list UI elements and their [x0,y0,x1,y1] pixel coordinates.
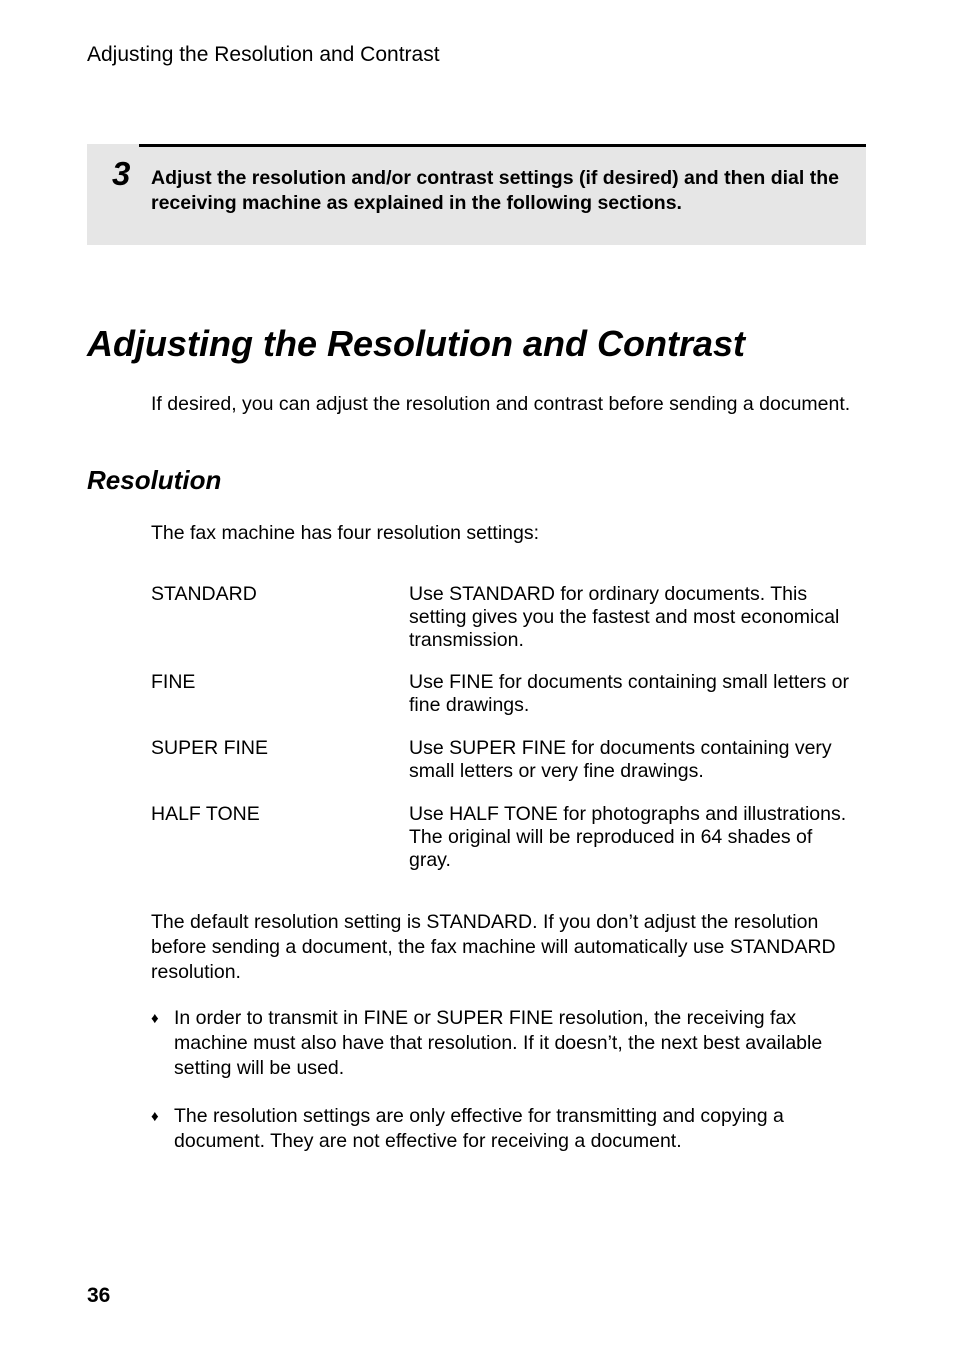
bullet-text: In order to transmit in FINE or SUPER FINE resolution, the receiving fax machine must also have that resolution. If it doesn’t, the next best available setting will be used. [174,1007,823,1079]
list-item [151,1006,851,1081]
page-number: 36 [87,1284,111,1307]
resolution-title: Resolution [87,465,222,495]
section-title: Adjusting the Resolution and Contrast [87,323,745,364]
setting-desc-standard: Use STANDARD for ordinary documents. This setting gives you the fastest and most economical transmission. [409,583,840,651]
step-divider [139,144,866,147]
step-callout [87,144,866,245]
diamond-bullet-icon: ♦ [151,1108,159,1125]
section-intro: If desired, you can adjust the resolution and contrast before sending a document. [151,393,851,415]
setting-name-standard: STANDARD [151,583,257,605]
setting-desc-fine: Use FINE for documents containing small letters or fine drawings. [409,671,850,716]
default-resolution-note: The default resolution setting is STANDARD. If you don’t adjust the resolution before sending a document, the fax machine will automatically use STANDARD resolution. [151,911,836,983]
setting-name-half-tone: HALF TONE [151,803,260,825]
setting-name-super-fine: SUPER FINE [151,737,269,759]
diamond-bullet-icon: ♦ [151,1010,159,1027]
running-header: Adjusting the Resolution and Contrast [87,43,440,66]
list-item [151,1104,851,1154]
step-number: 3 [112,155,131,192]
setting-name-fine: FINE [151,671,196,693]
step-instruction: Adjust the resolution and/or contrast settings (if desired) and then dial the receiving machine as explained in the following sections. [151,167,839,214]
setting-desc-super-fine: Use SUPER FINE for documents containing very small letters or very fine drawings. [409,737,832,782]
bullet-text: The resolution settings are only effective for transmitting and copying a document. They are not effective for receiving a document. [174,1105,784,1152]
setting-desc-half-tone: Use HALF TONE for photographs and illustrations. The original will be reproduced in 64 shades of gray. [409,803,847,871]
resolution-lead: The fax machine has four resolution settings: [151,522,540,544]
